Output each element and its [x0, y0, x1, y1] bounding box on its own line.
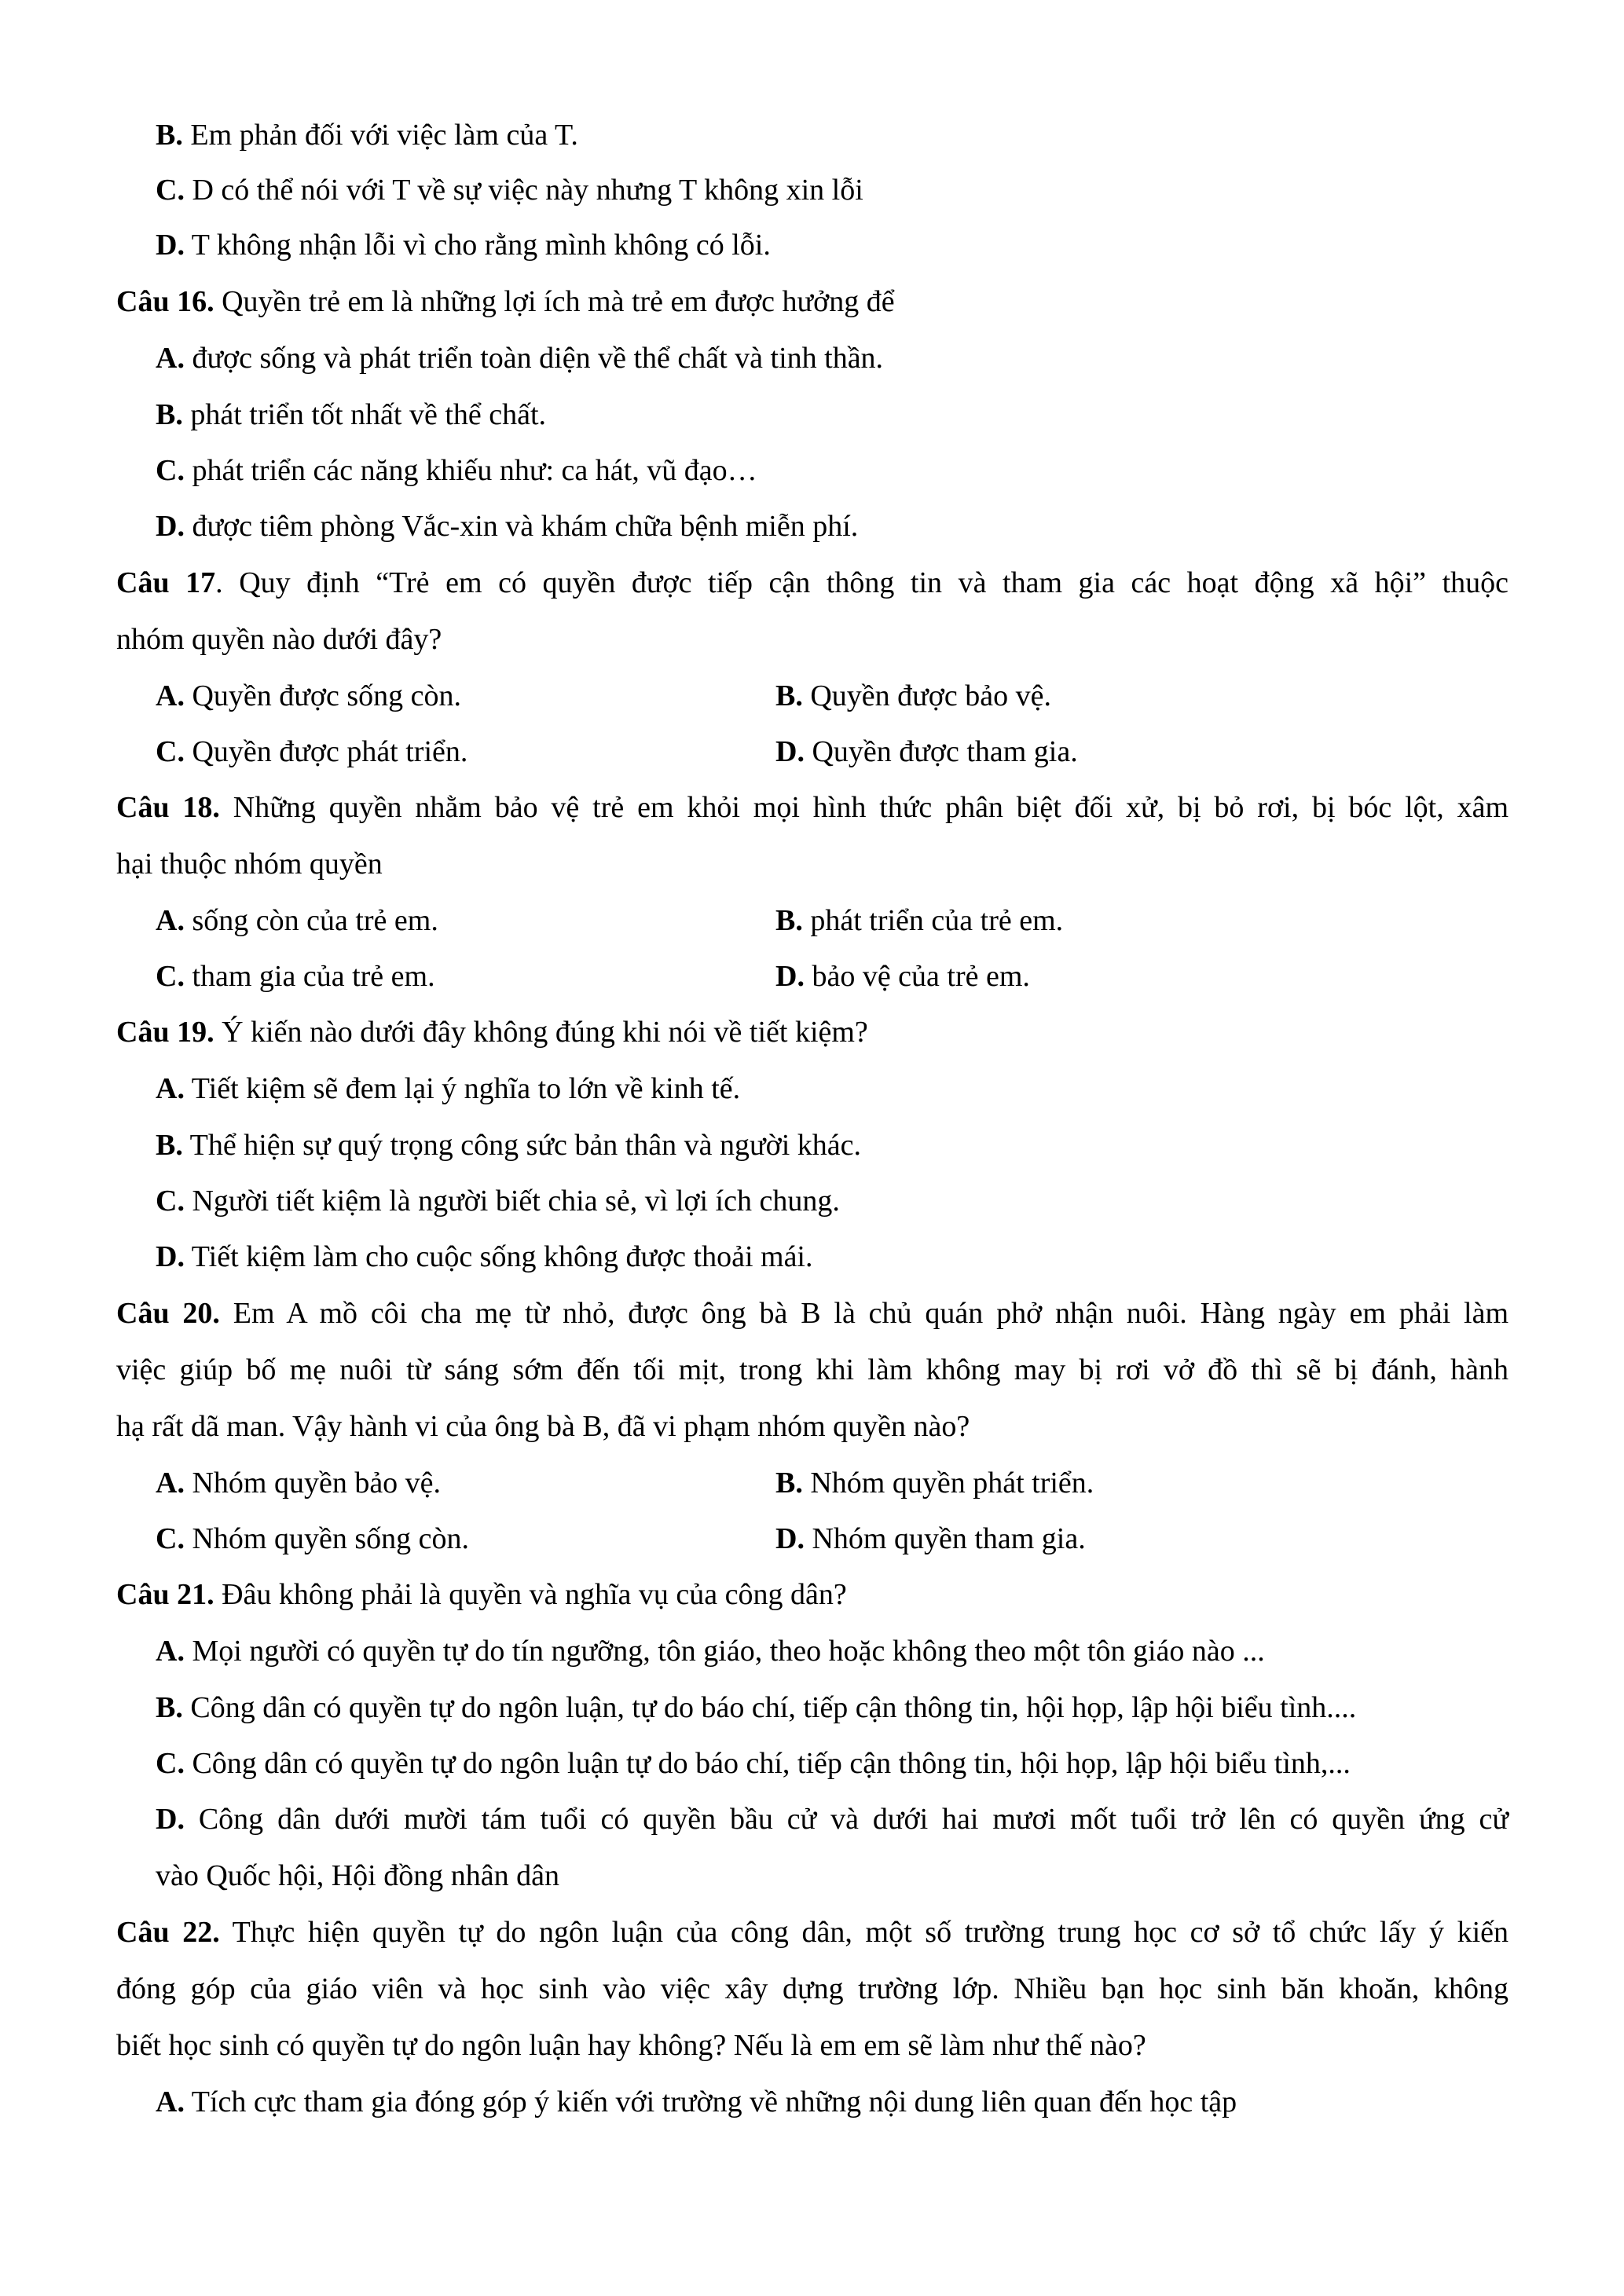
question-19: Câu 19. Ý kiến nào dưới đây không đúng khi nói về tiết kiệm? — [116, 1016, 868, 1049]
option-line: D. Nhóm quyền tham gia. — [775, 1522, 1086, 1555]
question-22-cont: biết học sinh có quyền tự do ngôn luận hay không? Nếu là em em sẽ làm như thế nào? — [116, 2029, 1146, 2062]
option-line: D. T không nhận lỗi vì cho rằng mình không có lỗi. — [156, 229, 771, 262]
option-line: A. Tích cực tham gia đóng góp ý kiến với trường về những nội dung liên quan đến học tập — [156, 2085, 1237, 2118]
option-line: A. được sống và phát triển toàn diện về thể chất và tinh thần. — [156, 342, 884, 375]
option-line: C. Quyền được phát triển. — [156, 735, 468, 768]
option-line: C. phát triển các năng khiếu như: ca hát, vũ đạo… — [156, 454, 757, 487]
option-line: D. Tiết kiệm làm cho cuộc sống không được thoải mái. — [156, 1240, 813, 1273]
option-line: B. Nhóm quyền phát triển. — [775, 1467, 1094, 1500]
question-17: Câu 17. Quy định “Trẻ em có quyền được tiếp cận thông tin và tham gia các hoạt động xã hội” thuộc — [116, 566, 1509, 599]
option-line: C. tham gia của trẻ em. — [156, 960, 435, 993]
option-line: D. bảo vệ của trẻ em. — [775, 960, 1030, 993]
question-18: Câu 18. Những quyền nhằm bảo vệ trẻ em khỏi mọi hình thức phân biệt đối xử, bị bỏ rơi, bị bóc lột, xâm — [116, 791, 1509, 824]
option-line: C. Người tiết kiệm là người biết chia sẻ, vì lợi ích chung. — [156, 1185, 840, 1218]
question-18-cont: hại thuộc nhóm quyền — [116, 848, 383, 881]
question-22-cont: đóng góp của giáo viên và học sinh vào việc xây dựng trường lớp. Nhiều bạn học sinh băn khoăn, không — [116, 1972, 1509, 2005]
option-line: B. Thể hiện sự quý trọng công sức bản thân và người khác. — [156, 1129, 862, 1162]
question-17-cont: nhóm quyền nào dưới đây? — [116, 623, 442, 656]
option-line: B. Em phản đối với việc làm của T. — [156, 119, 578, 152]
option-line: A. Nhóm quyền bảo vệ. — [156, 1467, 442, 1500]
question-22: Câu 22. Thực hiện quyền tự do ngôn luận của công dân, một số trường trung học cơ sở tổ chức lấy ý kiến — [116, 1916, 1509, 1949]
question-20-cont: hạ rất dã man. Vậy hành vi của ông bà B, đã vi phạm nhóm quyền nào? — [116, 1410, 970, 1443]
option-line-cont: vào Quốc hội, Hội đồng nhân dân — [156, 1859, 559, 1892]
option-line: B. phát triển của trẻ em. — [775, 904, 1064, 937]
question-20-cont: việc giúp bố mẹ nuôi từ sáng sớm đến tối mịt, trong khi làm không may bị rơi vở đồ thì sẽ bị đánh, hành — [116, 1353, 1509, 1386]
option-line: A. Quyền được sống còn. — [156, 679, 461, 712]
option-line: B. Công dân có quyền tự do ngôn luận, tự do báo chí, tiếp cận thông tin, hội họp, lập hội biểu tình.... — [156, 1691, 1357, 1724]
question-20: Câu 20. Em A mồ côi cha mẹ từ nhỏ, được ông bà B là chủ quán phở nhận nuôi. Hàng ngày em phải làm — [116, 1297, 1509, 1330]
option-line: A. sống còn của trẻ em. — [156, 904, 438, 937]
option-line: A. Mọi người có quyền tự do tín ngưỡng, tôn giáo, theo hoặc không theo một tôn giáo nào ... — [156, 1635, 1265, 1668]
option-line: A. Tiết kiệm sẽ đem lại ý nghĩa to lớn về kinh tế. — [156, 1072, 741, 1105]
option-line: C. Nhóm quyền sống còn. — [156, 1522, 469, 1555]
option-line: B. phát triển tốt nhất về thể chất. — [156, 398, 547, 431]
option-line: C. D có thể nói với T về sự việc này nhưng T không xin lỗi — [156, 174, 863, 207]
option-line: D. Quyền được tham gia. — [775, 735, 1078, 768]
option-line: C. Công dân có quyền tự do ngôn luận tự do báo chí, tiếp cận thông tin, hội họp, lập hội biểu tình,... — [156, 1747, 1351, 1780]
option-line: D. được tiêm phòng Vắc-xin và khám chữa bệnh miễn phí. — [156, 510, 859, 543]
question-16: Câu 16. Quyền trẻ em là những lợi ích mà trẻ em được hưởng để — [116, 285, 895, 318]
question-21: Câu 21. Đâu không phải là quyền và nghĩa vụ của công dân? — [116, 1578, 847, 1611]
option-line: D. Công dân dưới mười tám tuổi có quyền bầu cử và dưới hai mươi mốt tuổi trở lên có quyền ứng cử — [156, 1803, 1509, 1836]
option-line: B. Quyền được bảo vệ. — [775, 679, 1051, 712]
